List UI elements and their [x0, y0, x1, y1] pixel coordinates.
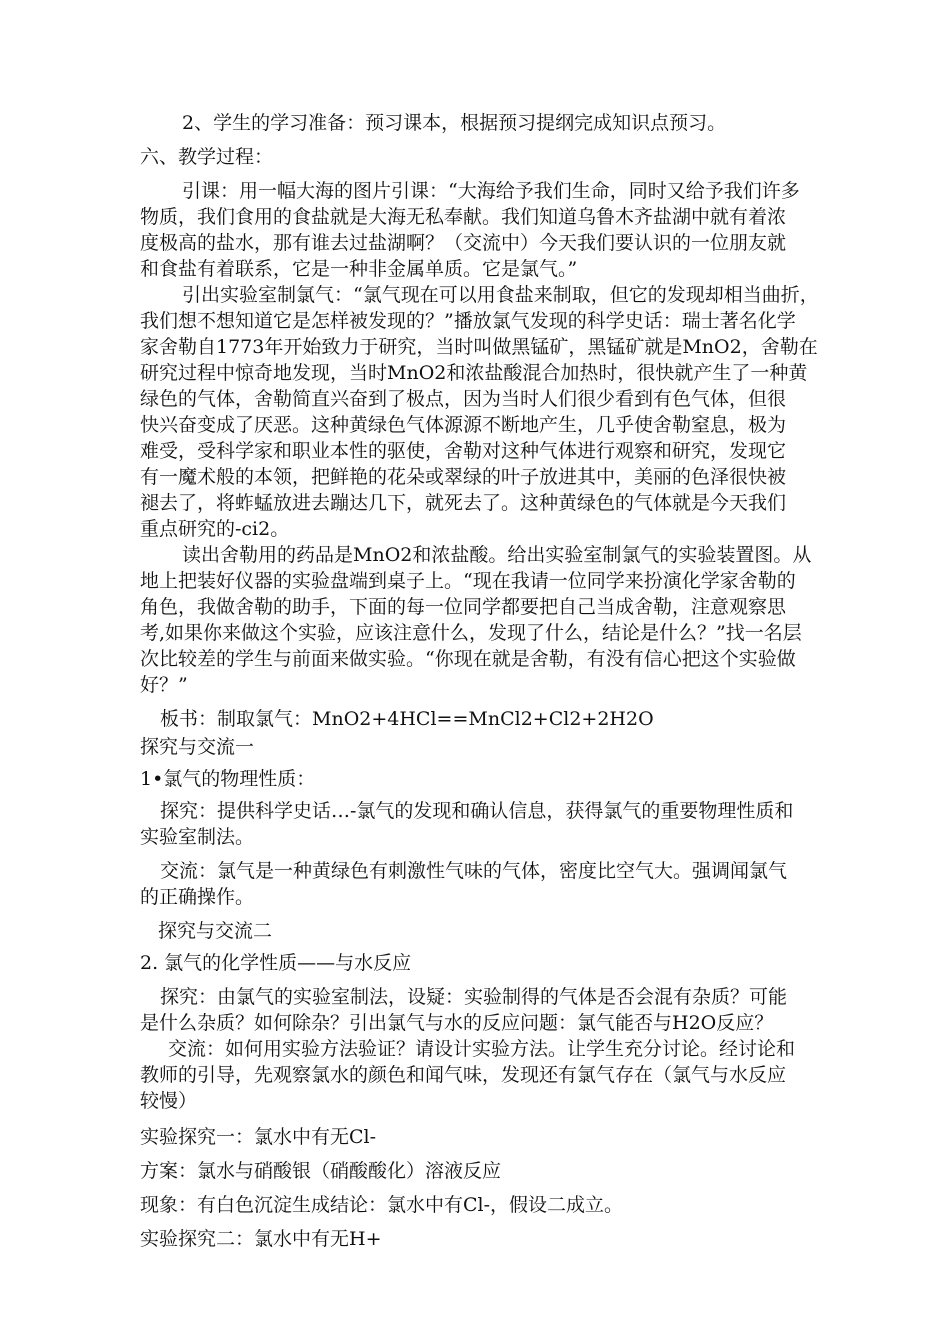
line-34: 交流：如何用实验方法验证？请设计实验方法。让学生充分讨论。经讨论和 — [168, 1038, 796, 1060]
line-28: 交流：氯气是一种黄绿色有刺激性气味的气体，密度比空气大。强调闻氯气 — [160, 860, 788, 882]
line-35: 教师的引导，先观察氯水的颜色和闻气味，发现还有氯气存在（氯气与水反应 — [140, 1064, 787, 1086]
line-8: 我们想不想知道它是怎样被发现的？”播放氯气发现的科学史话：瑞士著名化学 — [140, 310, 796, 332]
line-5: 度极高的盐水，那有谁去过盐湖啊？（交流中）今天我们要认识的一位朋友就 — [140, 232, 787, 254]
section-heading-1: 探究与交流一 — [140, 736, 255, 758]
line-2: 六、教学过程： — [140, 146, 274, 168]
line-40: 实验探究二：氯水中有无H+ — [140, 1228, 382, 1250]
line-4: 物质，我们食用的食盐就是大海无私奉献。我们知道乌鲁木齐盐湖中就有着浓 — [140, 206, 787, 228]
line-15: 褪去了，将蚱蜢放进去蹦达几下，就死去了。这种黄绿色的气体就是今天我们 — [140, 492, 787, 514]
board-equation: 板书：制取氯气：MnO2+4HCl==MnCl2+Cl2+2H2O — [160, 708, 654, 730]
line-38: 方案：氯水与硝酸银（硝酸酸化）溶液反应 — [140, 1160, 502, 1182]
line-37: 实验探究一：氯水中有无Cl- — [140, 1126, 377, 1148]
section-heading-2: 探究与交流二 — [158, 920, 273, 942]
line-6: 和食盐有着联系，它是一种非金属单质。它是氯气。” — [140, 258, 578, 280]
line-3: 引课：用一幅大海的图片引课：“大海给予我们生命，同时又给予我们许多 — [182, 180, 800, 202]
line-19: 角色，我做舍勒的助手，下面的每一位同学都要把自己当成舍勒，注意观察思 — [140, 596, 787, 618]
line-16: 重点研究的-ci2。 — [140, 518, 290, 540]
line-29: 的正确操作。 — [140, 886, 255, 908]
line-18: 地上把装好仪器的实验盘端到桌子上。“现在我请一位同学来扮演化学家舍勒的 — [140, 570, 796, 592]
line-17: 读出舍勒用的药品是MnO2和浓盐酸。给出实验室制氯气的实验装置图。从 — [182, 544, 812, 566]
line-7: 引出实验室制氯气：“氯气现在可以用食盐来制取，但它的发现却相当曲折， — [182, 284, 819, 306]
line-39: 现象：有白色沉淀生成结论：氯水中有Cl-，假设二成立。 — [140, 1194, 624, 1216]
line-10: 研究过程中惊奇地发现，当时MnO2和浓盐酸混合加热时，很快就产生了一种黄 — [140, 362, 808, 384]
line-21: 次比较差的学生与前面来做实验。“你现在就是舍勒，有没有信心把这个实验做 — [140, 648, 796, 670]
line-1: 2、学生的学习准备：预习课本，根据预习提纲完成知识点预习。 — [182, 112, 727, 134]
line-14: 有一魔术般的本领，把鲜艳的花朵或翠绿的叶子放进其中，美丽的色泽很快被 — [140, 466, 787, 488]
line-26: 探究：提供科学史话…-氯气的发现和确认信息，获得氯气的重要物理性质和 — [160, 800, 794, 822]
line-27: 实验室制法。 — [140, 826, 255, 848]
line-31: 2. 氯气的化学性质——与水反应 — [140, 952, 412, 974]
line-36: 较慢） — [140, 1090, 198, 1112]
line-32: 探究：由氯气的实验室制法，设疑：实验制得的气体是否会混有杂质？可能 — [160, 986, 788, 1008]
line-13: 难受，受科学家和职业本性的驱使，舍勒对这种气体进行观察和研究，发现它 — [140, 440, 787, 462]
line-25: 1•氯气的物理性质： — [140, 768, 316, 790]
line-33: 是什么杂质？如何除杂？引出氯气与水的反应问题：氯气能否与H2O反应？ — [140, 1012, 774, 1034]
line-9: 家舍勒自1773年开始致力于研究，当时叫做黑锰矿，黑锰矿就是MnO2，舍勒在 — [140, 336, 818, 358]
line-20: 考,如果你来做这个实验，应该注意什么，发现了什么，结论是什么？”找一名层 — [140, 622, 802, 644]
line-22: 好？” — [140, 674, 188, 696]
line-12: 快兴奋变成了厌恶。这种黄绿色气体源源不断地产生，几乎使舍勒窒息，极为 — [140, 414, 787, 436]
line-11: 绿色的气体，舍勒简直兴奋到了极点，因为当时人们很少看到有色气体，但很 — [140, 388, 787, 410]
